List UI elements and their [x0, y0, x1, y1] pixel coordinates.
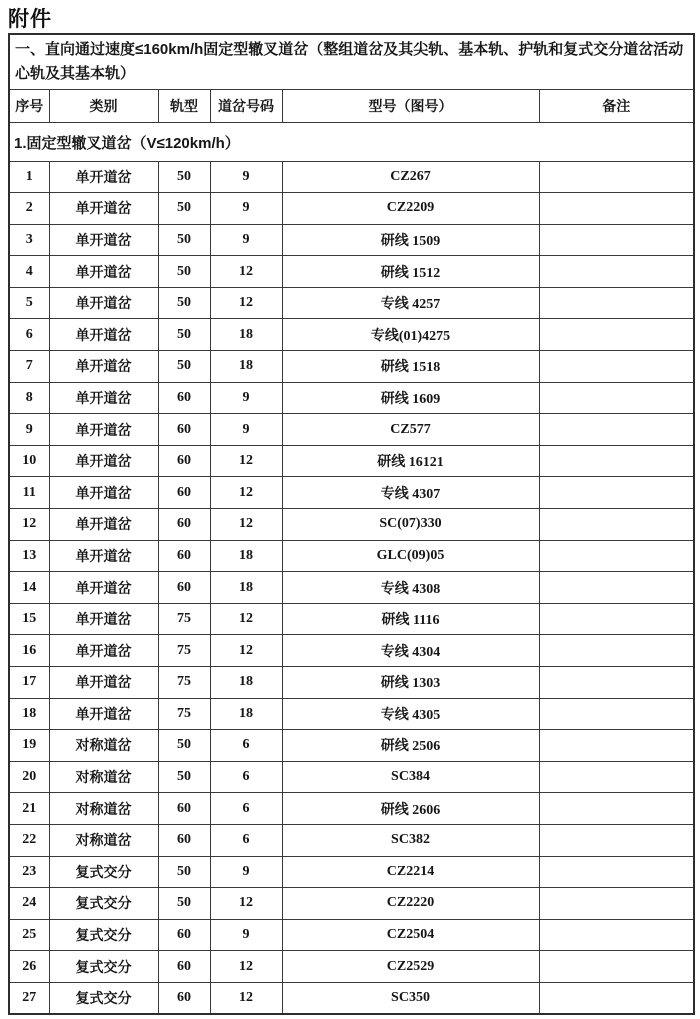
- cell-remarks: [539, 856, 694, 888]
- cell-seq: 22: [9, 824, 49, 856]
- cell-rail-type: 50: [158, 888, 210, 920]
- cell-category: 单开道岔: [49, 445, 158, 477]
- cell-turnout-number: 12: [210, 287, 282, 319]
- cell-remarks: [539, 982, 694, 1014]
- cell-category: 单开道岔: [49, 667, 158, 699]
- cell-model-number: CZ2214: [282, 856, 539, 888]
- cell-rail-type: 50: [158, 730, 210, 762]
- attachment-title: 附件: [8, 8, 52, 31]
- section-header-row: [9, 34, 694, 89]
- table-row: [9, 445, 694, 477]
- cell-model-number: CZ2220: [282, 888, 539, 920]
- table-row: [9, 824, 694, 856]
- cell-model-number: 研线 1518: [282, 351, 539, 383]
- cell-category: 单开道岔: [49, 572, 158, 604]
- table-row: [9, 919, 694, 951]
- cell-category: 对称道岔: [49, 761, 158, 793]
- cell-model-number: CZ2209: [282, 193, 539, 225]
- cell-model-number: 研线 1509: [282, 224, 539, 256]
- table-row: [9, 351, 694, 383]
- cell-remarks: [539, 540, 694, 572]
- col-header-remarks: 备注: [539, 89, 694, 122]
- cell-remarks: [539, 667, 694, 699]
- cell-rail-type: 60: [158, 382, 210, 414]
- col-header-model-number: 型号（图号）: [282, 89, 539, 122]
- cell-seq: 6: [9, 319, 49, 351]
- cell-model-number: CZ577: [282, 414, 539, 446]
- cell-remarks: [539, 256, 694, 288]
- table-row: [9, 161, 694, 193]
- cell-category: 单开道岔: [49, 351, 158, 383]
- table-row: [9, 635, 694, 667]
- cell-turnout-number: 18: [210, 540, 282, 572]
- table-row: [9, 698, 694, 730]
- cell-model-number: 研线 2506: [282, 730, 539, 762]
- cell-category: 复式交分: [49, 888, 158, 920]
- table-row: [9, 667, 694, 699]
- cell-seq: 13: [9, 540, 49, 572]
- cell-seq: 3: [9, 224, 49, 256]
- table-row: [9, 509, 694, 541]
- cell-turnout-number: 9: [210, 856, 282, 888]
- table-row: [9, 951, 694, 983]
- cell-remarks: [539, 761, 694, 793]
- cell-turnout-number: 12: [210, 603, 282, 635]
- cell-category: 单开道岔: [49, 635, 158, 667]
- table-row: [9, 224, 694, 256]
- cell-seq: 17: [9, 667, 49, 699]
- cell-model-number: GLC(09)05: [282, 540, 539, 572]
- cell-model-number: 研线 16121: [282, 445, 539, 477]
- table-row: [9, 256, 694, 288]
- cell-turnout-number: 9: [210, 382, 282, 414]
- cell-rail-type: 60: [158, 540, 210, 572]
- cell-category: 单开道岔: [49, 603, 158, 635]
- cell-rail-type: 60: [158, 824, 210, 856]
- cell-rail-type: 60: [158, 477, 210, 509]
- cell-category: 单开道岔: [49, 414, 158, 446]
- cell-remarks: [539, 382, 694, 414]
- cell-model-number: 专线 4308: [282, 572, 539, 604]
- cell-remarks: [539, 509, 694, 541]
- cell-category: 对称道岔: [49, 730, 158, 762]
- cell-model-number: SC384: [282, 761, 539, 793]
- cell-category: 单开道岔: [49, 509, 158, 541]
- cell-remarks: [539, 161, 694, 193]
- cell-category: 对称道岔: [49, 793, 158, 825]
- cell-category: 复式交分: [49, 982, 158, 1014]
- cell-rail-type: 75: [158, 698, 210, 730]
- col-header-rail-type: 轨型: [158, 89, 210, 122]
- cell-turnout-number: 18: [210, 351, 282, 383]
- cell-category: 对称道岔: [49, 824, 158, 856]
- cell-seq: 10: [9, 445, 49, 477]
- cell-model-number: SC(07)330: [282, 509, 539, 541]
- cell-seq: 9: [9, 414, 49, 446]
- cell-model-number: 研线 1609: [282, 382, 539, 414]
- cell-turnout-number: 12: [210, 888, 282, 920]
- cell-seq: 1: [9, 161, 49, 193]
- cell-category: 复式交分: [49, 919, 158, 951]
- cell-model-number: 专线 4257: [282, 287, 539, 319]
- cell-seq: 26: [9, 951, 49, 983]
- cell-rail-type: 50: [158, 193, 210, 225]
- cell-remarks: [539, 572, 694, 604]
- cell-remarks: [539, 730, 694, 762]
- cell-model-number: 专线 4305: [282, 698, 539, 730]
- table-row: [9, 193, 694, 225]
- cell-rail-type: 50: [158, 287, 210, 319]
- cell-remarks: [539, 919, 694, 951]
- cell-seq: 21: [9, 793, 49, 825]
- cell-remarks: [539, 224, 694, 256]
- table-row: [9, 319, 694, 351]
- cell-model-number: SC350: [282, 982, 539, 1014]
- cell-turnout-number: 6: [210, 824, 282, 856]
- table-row: [9, 888, 694, 920]
- cell-seq: 12: [9, 509, 49, 541]
- cell-remarks: [539, 445, 694, 477]
- cell-rail-type: 60: [158, 414, 210, 446]
- table-row: [9, 982, 694, 1014]
- col-header-turnout-number: 道岔号码: [210, 89, 282, 122]
- cell-rail-type: 60: [158, 509, 210, 541]
- cell-model-number: 专线(01)4275: [282, 319, 539, 351]
- cell-rail-type: 60: [158, 445, 210, 477]
- cell-turnout-number: 18: [210, 667, 282, 699]
- cell-turnout-number: 12: [210, 477, 282, 509]
- cell-model-number: CZ2504: [282, 919, 539, 951]
- cell-model-number: SC382: [282, 824, 539, 856]
- cell-remarks: [539, 477, 694, 509]
- cell-turnout-number: 12: [210, 509, 282, 541]
- table-row: [9, 287, 694, 319]
- cell-turnout-number: 12: [210, 445, 282, 477]
- table-row: [9, 603, 694, 635]
- cell-category: 单开道岔: [49, 256, 158, 288]
- cell-category: 复式交分: [49, 951, 158, 983]
- cell-seq: 5: [9, 287, 49, 319]
- cell-category: 单开道岔: [49, 698, 158, 730]
- cell-turnout-number: 18: [210, 572, 282, 604]
- cell-turnout-number: 9: [210, 414, 282, 446]
- cell-category: 单开道岔: [49, 477, 158, 509]
- cell-turnout-number: 9: [210, 193, 282, 225]
- table-row: [9, 382, 694, 414]
- table-row: [9, 761, 694, 793]
- cell-seq: 16: [9, 635, 49, 667]
- cell-category: 单开道岔: [49, 193, 158, 225]
- cell-seq: 11: [9, 477, 49, 509]
- cell-remarks: [539, 888, 694, 920]
- cell-model-number: 研线 2606: [282, 793, 539, 825]
- cell-model-number: 研线 1303: [282, 667, 539, 699]
- cell-remarks: [539, 193, 694, 225]
- cell-seq: 27: [9, 982, 49, 1014]
- cell-rail-type: 60: [158, 919, 210, 951]
- cell-remarks: [539, 351, 694, 383]
- cell-category: 单开道岔: [49, 540, 158, 572]
- cell-rail-type: 75: [158, 635, 210, 667]
- cell-remarks: [539, 603, 694, 635]
- cell-turnout-number: 18: [210, 319, 282, 351]
- cell-remarks: [539, 635, 694, 667]
- cell-seq: 4: [9, 256, 49, 288]
- cell-turnout-number: 12: [210, 635, 282, 667]
- cell-turnout-number: 9: [210, 919, 282, 951]
- cell-category: 复式交分: [49, 856, 158, 888]
- cell-rail-type: 50: [158, 351, 210, 383]
- cell-turnout-number: 9: [210, 224, 282, 256]
- cell-category: 单开道岔: [49, 319, 158, 351]
- table-row: [9, 730, 694, 762]
- table-row: [9, 540, 694, 572]
- cell-remarks: [539, 319, 694, 351]
- cell-model-number: 专线 4304: [282, 635, 539, 667]
- col-header-seq: 序号: [9, 89, 49, 122]
- cell-model-number: 专线 4307: [282, 477, 539, 509]
- cell-rail-type: 50: [158, 224, 210, 256]
- cell-turnout-number: 6: [210, 730, 282, 762]
- cell-rail-type: 60: [158, 951, 210, 983]
- cell-rail-type: 50: [158, 161, 210, 193]
- cell-seq: 18: [9, 698, 49, 730]
- cell-seq: 24: [9, 888, 49, 920]
- cell-category: 单开道岔: [49, 382, 158, 414]
- cell-model-number: CZ267: [282, 161, 539, 193]
- cell-seq: 7: [9, 351, 49, 383]
- col-header-category: 类别: [49, 89, 158, 122]
- cell-turnout-number: 6: [210, 793, 282, 825]
- cell-remarks: [539, 287, 694, 319]
- cell-turnout-number: 6: [210, 761, 282, 793]
- cell-remarks: [539, 793, 694, 825]
- cell-remarks: [539, 414, 694, 446]
- cell-rail-type: 50: [158, 856, 210, 888]
- cell-seq: 8: [9, 382, 49, 414]
- column-header-row: [9, 89, 694, 122]
- cell-remarks: [539, 951, 694, 983]
- cell-remarks: [539, 698, 694, 730]
- table-row: [9, 477, 694, 509]
- cell-seq: 25: [9, 919, 49, 951]
- table-row: [9, 414, 694, 446]
- group-header: 1.固定型辙叉道岔（V≤120km/h）: [9, 122, 694, 161]
- cell-remarks: [539, 824, 694, 856]
- turnout-table: [8, 33, 695, 1015]
- cell-rail-type: 60: [158, 572, 210, 604]
- cell-rail-type: 50: [158, 761, 210, 793]
- cell-category: 单开道岔: [49, 224, 158, 256]
- cell-seq: 20: [9, 761, 49, 793]
- cell-model-number: 研线 1116: [282, 603, 539, 635]
- cell-seq: 2: [9, 193, 49, 225]
- cell-turnout-number: 12: [210, 256, 282, 288]
- table-row: [9, 856, 694, 888]
- cell-seq: 23: [9, 856, 49, 888]
- cell-model-number: CZ2529: [282, 951, 539, 983]
- cell-model-number: 研线 1512: [282, 256, 539, 288]
- cell-turnout-number: 18: [210, 698, 282, 730]
- cell-seq: 14: [9, 572, 49, 604]
- cell-category: 单开道岔: [49, 287, 158, 319]
- cell-rail-type: 60: [158, 982, 210, 1014]
- cell-rail-type: 60: [158, 793, 210, 825]
- group-header-row: [9, 122, 694, 161]
- cell-rail-type: 75: [158, 667, 210, 699]
- section-header: 一、直向通过速度≤160km/h固定型辙叉道岔（整组道岔及其尖轨、基本轨、护轨和复式交分道岔活动心轨及其基本轨）: [9, 34, 694, 89]
- table-row: [9, 572, 694, 604]
- cell-seq: 15: [9, 603, 49, 635]
- cell-turnout-number: 12: [210, 951, 282, 983]
- cell-rail-type: 50: [158, 256, 210, 288]
- cell-rail-type: 50: [158, 319, 210, 351]
- cell-category: 单开道岔: [49, 161, 158, 193]
- table-row: [9, 793, 694, 825]
- cell-rail-type: 75: [158, 603, 210, 635]
- cell-seq: 19: [9, 730, 49, 762]
- table-body: [9, 161, 694, 1014]
- cell-turnout-number: 9: [210, 161, 282, 193]
- cell-turnout-number: 12: [210, 982, 282, 1014]
